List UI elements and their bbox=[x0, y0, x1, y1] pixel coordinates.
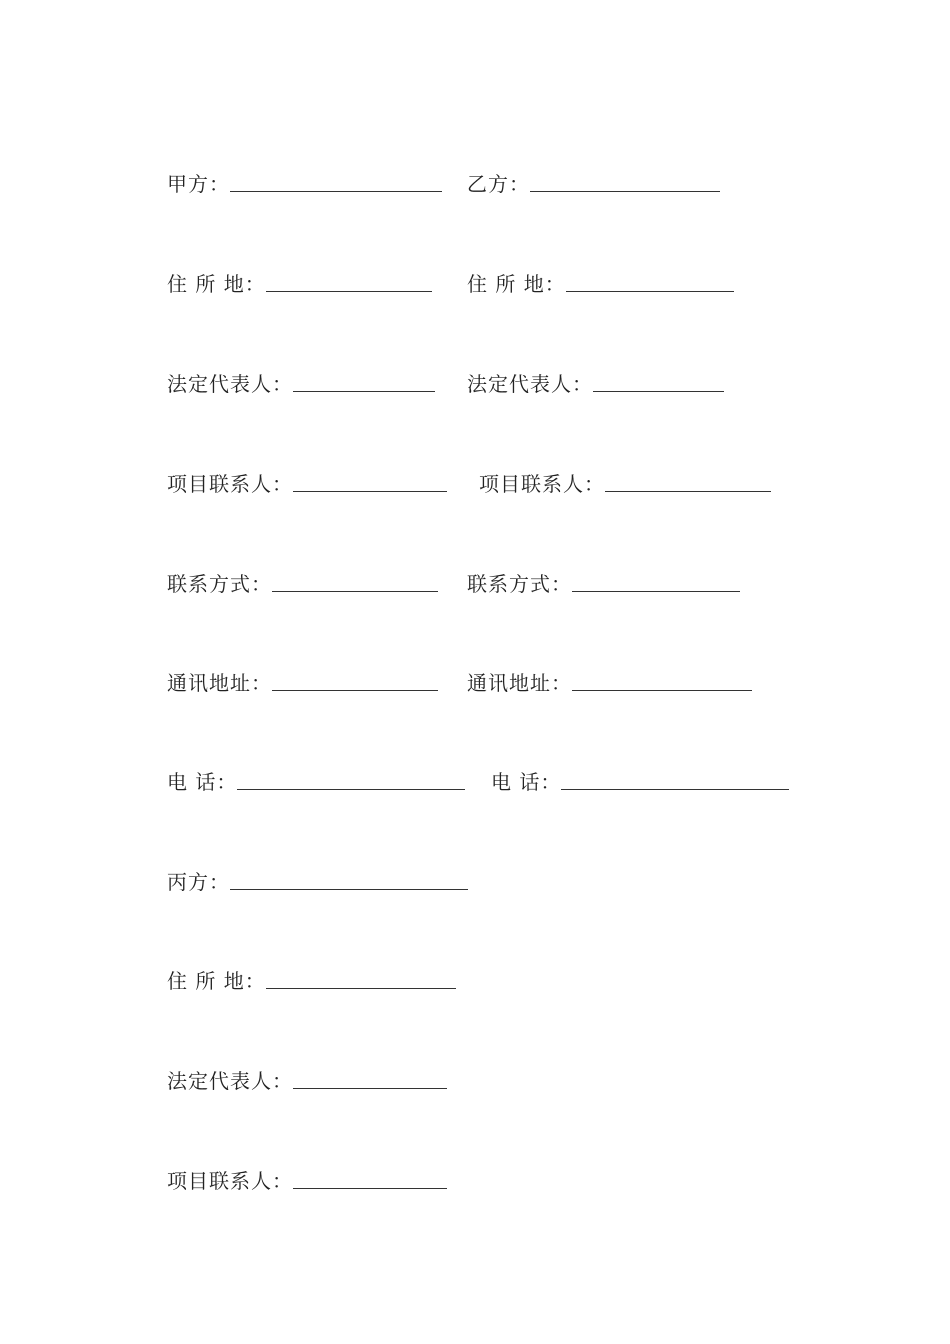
party-a-phone-blank[interactable] bbox=[237, 789, 465, 790]
party-b-domicile-field bbox=[467, 260, 734, 296]
party-b-contact-method-blank[interactable] bbox=[572, 591, 740, 592]
party-a-contact-method-blank[interactable] bbox=[272, 591, 438, 592]
party-b-domicile-blank[interactable] bbox=[566, 291, 734, 292]
party-a-contact-method-field bbox=[167, 560, 438, 596]
party-a-legal-rep-field bbox=[167, 360, 435, 396]
party-c-legal-rep-field bbox=[167, 1057, 447, 1093]
party-b-mailing-address-blank[interactable] bbox=[572, 690, 752, 691]
party-b-phone-field bbox=[491, 758, 789, 794]
party-c-domicile-label: 住 所 地： bbox=[167, 969, 266, 993]
party-b-contact-method-label: 联系方式： bbox=[467, 572, 572, 596]
party-c-blank[interactable] bbox=[230, 889, 468, 890]
party-c-label: 丙方： bbox=[167, 870, 230, 894]
party-b-domicile-label: 住 所 地： bbox=[467, 272, 566, 296]
party-b-field bbox=[467, 160, 720, 196]
domicile-row bbox=[0, 260, 950, 296]
party-c-domicile-row bbox=[0, 957, 950, 993]
party-a-legal-rep-label: 法定代表人： bbox=[167, 372, 293, 396]
party-a-domicile-field bbox=[167, 260, 432, 296]
party-c-project-contact-field bbox=[167, 1157, 447, 1193]
party-a-blank[interactable] bbox=[230, 191, 442, 192]
party-b-legal-rep-field bbox=[467, 360, 724, 396]
party-c-row bbox=[0, 858, 950, 894]
party-c-domicile-blank[interactable] bbox=[266, 988, 456, 989]
party-b-legal-rep-blank[interactable] bbox=[593, 391, 724, 392]
contact-method-row bbox=[0, 560, 950, 596]
party-c-project-contact-blank[interactable] bbox=[293, 1188, 447, 1189]
party-b-legal-rep-label: 法定代表人： bbox=[467, 372, 593, 396]
party-b-phone-blank[interactable] bbox=[561, 789, 789, 790]
party-b-phone-label: 电 话： bbox=[491, 770, 562, 794]
party-b-blank[interactable] bbox=[530, 191, 720, 192]
party-b-project-contact-label: 项目联系人： bbox=[479, 472, 605, 496]
party-c-domicile-field bbox=[167, 957, 456, 993]
party-b-project-contact-field bbox=[479, 460, 771, 496]
party-c-project-contact-row bbox=[0, 1157, 950, 1193]
party-a-b-row bbox=[0, 160, 950, 196]
party-c-legal-rep-label: 法定代表人： bbox=[167, 1069, 293, 1093]
party-b-project-contact-blank[interactable] bbox=[605, 491, 771, 492]
party-a-mailing-address-label: 通讯地址： bbox=[167, 671, 272, 695]
party-b-label: 乙方： bbox=[467, 172, 530, 196]
legal-rep-row bbox=[0, 360, 950, 396]
party-a-field bbox=[167, 160, 442, 196]
party-a-legal-rep-blank[interactable] bbox=[293, 391, 435, 392]
party-a-mailing-address-blank[interactable] bbox=[272, 690, 438, 691]
party-a-project-contact-blank[interactable] bbox=[293, 491, 447, 492]
party-a-label: 甲方： bbox=[167, 172, 230, 196]
party-c-field bbox=[167, 858, 468, 894]
party-b-mailing-address-field bbox=[467, 659, 752, 695]
party-a-mailing-address-field bbox=[167, 659, 438, 695]
party-b-mailing-address-label: 通讯地址： bbox=[467, 671, 572, 695]
party-a-domicile-label: 住 所 地： bbox=[167, 272, 266, 296]
party-a-domicile-blank[interactable] bbox=[266, 291, 432, 292]
mailing-address-row bbox=[0, 659, 950, 695]
party-c-project-contact-label: 项目联系人： bbox=[167, 1169, 293, 1193]
party-a-project-contact-label: 项目联系人： bbox=[167, 472, 293, 496]
party-a-contact-method-label: 联系方式： bbox=[167, 572, 272, 596]
party-b-contact-method-field bbox=[467, 560, 740, 596]
phone-row bbox=[0, 758, 950, 794]
party-a-phone-field bbox=[167, 758, 465, 794]
party-a-phone-label: 电 话： bbox=[167, 770, 238, 794]
party-c-legal-rep-row bbox=[0, 1057, 950, 1093]
project-contact-row bbox=[0, 460, 950, 496]
party-a-project-contact-field bbox=[167, 460, 447, 496]
party-c-legal-rep-blank[interactable] bbox=[293, 1088, 447, 1089]
